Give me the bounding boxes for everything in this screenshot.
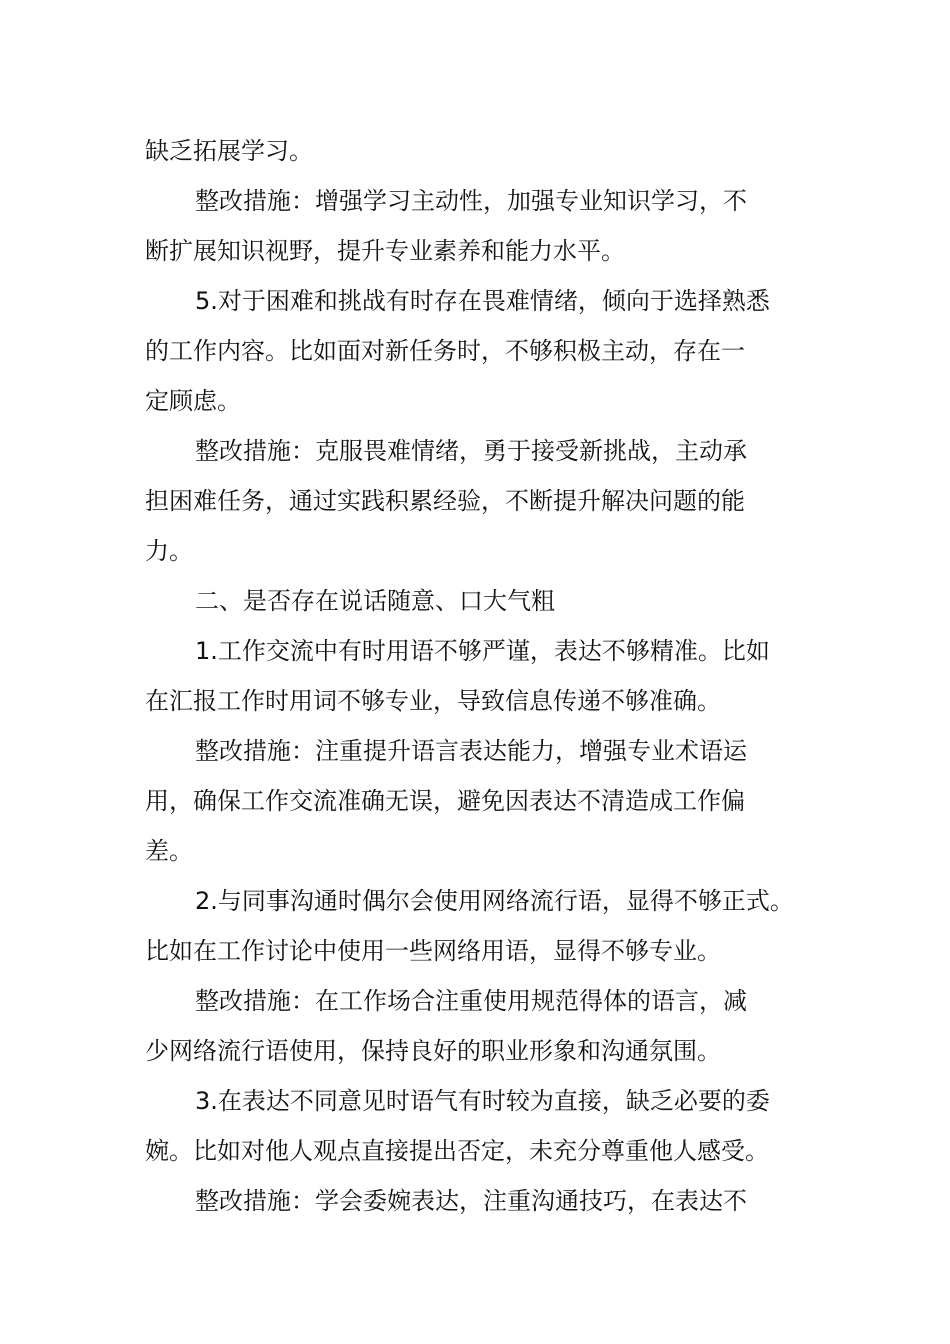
text-line: 断扩展知识视野，提升专业素养和能力水平。 bbox=[145, 237, 625, 265]
text-line: 用，确保工作交流准确无误，避免因表达不清造成工作偏 bbox=[145, 787, 745, 815]
text-line: 整改措施：在工作场合注重使用规范得体的语言，减 bbox=[195, 987, 747, 1015]
text-line: 整改措施：注重提升语言表达能力，增强专业术语运 bbox=[195, 737, 747, 765]
text-line: 3.在表达不同意见时语气有时较为直接，缺乏必要的委 bbox=[195, 1087, 770, 1115]
text-line: 整改措施：增强学习主动性，加强专业知识学习，不 bbox=[195, 187, 747, 215]
text-line: 缺乏拓展学习。 bbox=[145, 137, 313, 165]
text-line: 少网络流行语使用，保持良好的职业形象和沟通氛围。 bbox=[145, 1037, 721, 1065]
text-line: 担困难任务，通过实践积累经验，不断提升解决问题的能 bbox=[145, 487, 745, 515]
text-line: 定顾虑。 bbox=[145, 387, 241, 415]
text-line: 的工作内容。比如面对新任务时，不够积极主动，存在一 bbox=[145, 337, 745, 365]
text-line: 比如在工作讨论中使用一些网络用语，显得不够专业。 bbox=[145, 937, 721, 965]
text-line: 整改措施：克服畏难情绪，勇于接受新挑战，主动承 bbox=[195, 437, 747, 465]
text-line: 1.工作交流中有时用语不够严谨，表达不够精准。比如 bbox=[195, 637, 770, 665]
text-line: 整改措施：学会委婉表达，注重沟通技巧，在表达不 bbox=[195, 1187, 747, 1215]
text-line: 差。 bbox=[145, 837, 193, 865]
text-line: 5.对于困难和挑战有时存在畏难情绪，倾向于选择熟悉 bbox=[195, 287, 770, 315]
text-line: 力。 bbox=[145, 537, 193, 565]
section-heading: 二、是否存在说话随意、口大气粗 bbox=[195, 587, 555, 615]
text-line: 2.与同事沟通时偶尔会使用网络流行语，显得不够正式。 bbox=[195, 887, 794, 915]
text-line: 婉。比如对他人观点直接提出否定，未充分尊重他人感受。 bbox=[145, 1137, 769, 1165]
text-line: 在汇报工作时用词不够专业，导致信息传递不够准确。 bbox=[145, 687, 721, 715]
